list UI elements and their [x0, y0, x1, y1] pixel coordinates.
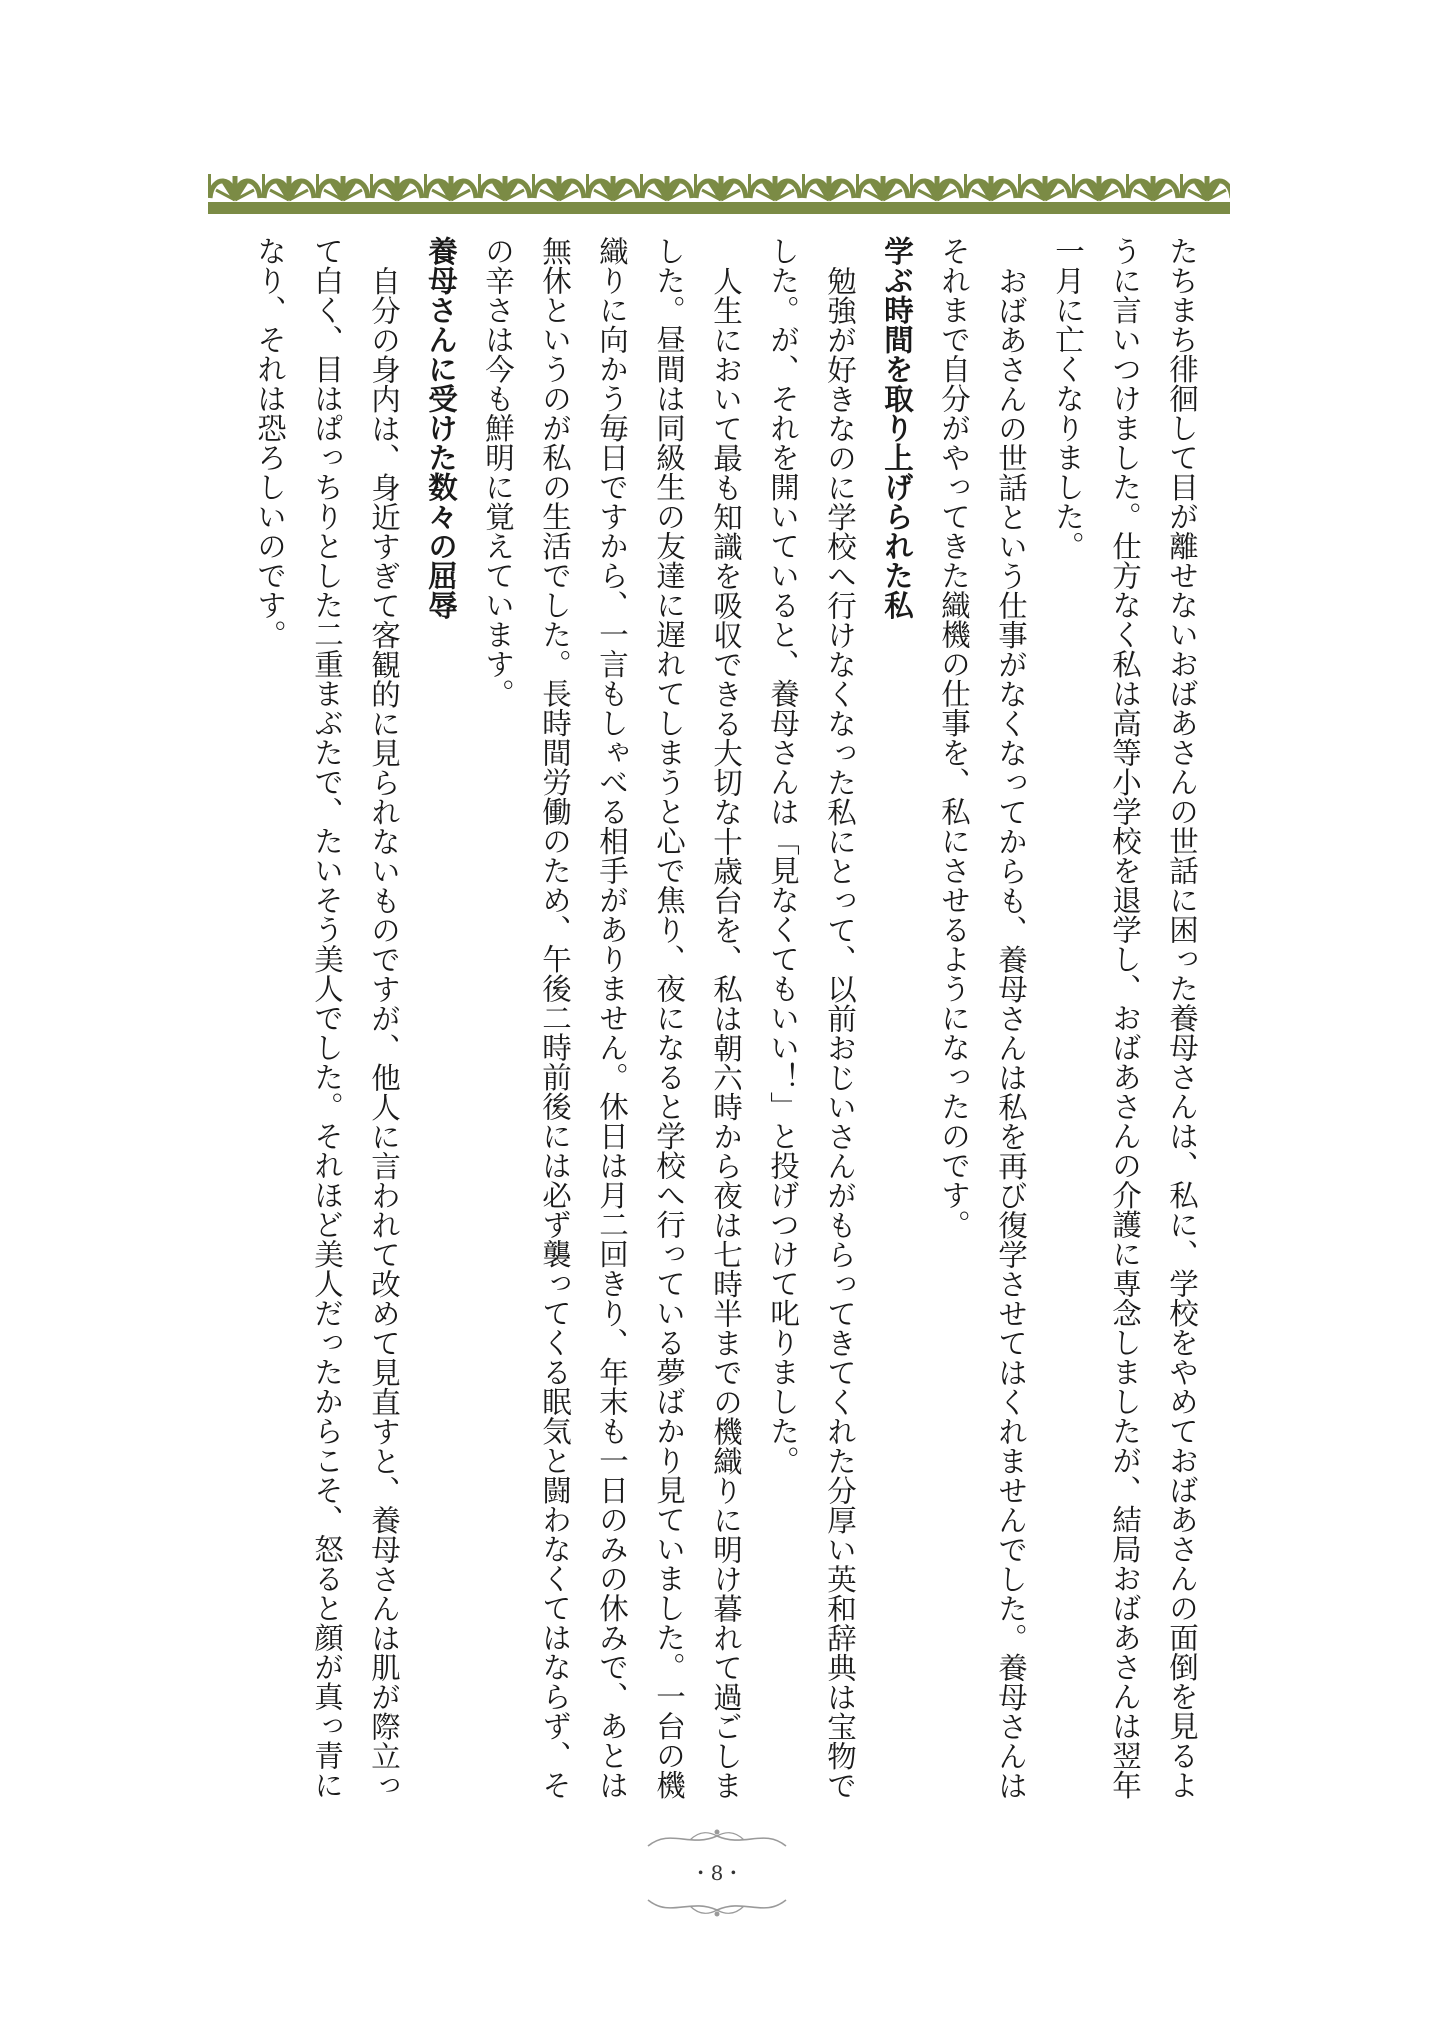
paragraph: 勉強が好きなのに学校へ行けなくなった私にとって、以前おじいさんがもらってきてくれた分厚い英和辞典は宝物でした。が、それを開いていると、養母さんは「見なくてもいい！」と投げつけて叱りました。: [766, 236, 857, 1800]
page-folio: [640, 1826, 794, 1924]
vertical-body-text: [250, 236, 1210, 1801]
paragraph: たちまち徘徊して目が離せないおばあさんの世話に困った養母さんは、私に、学校をやめておばあさんの面倒を見るように言いつけました。仕方なく私は高等小学校を退学し、おばあさんの介護に専念しましたが、結局おばあさんは翌年一月に亡くなりました。: [1051, 236, 1199, 1800]
section-heading: 学ぶ時間を取り上げられた私: [880, 236, 914, 620]
paragraph: 人生において最も知識を吸収できる大切な十歳台を、私は朝六時から夜は七時半までの機織りに明け暮れて過ごしました。昼間は同級生の友達に遅れてしまうと心で焦り、夜になると学校へ行っている夢ばかり見ていました。一台の機織りに向かう毎日ですから、一言もしゃべる相手がありません。休日は月二回きり、年末も一日のみの休みで、あとは無休というのが私の生活でした。長時間労働のため、午後二時前後には必ず襲ってくる眠気と闘わなくてはならず、その辛さは今も鮮明に覚えています。: [481, 236, 743, 1800]
folio-ornament-bottom: [640, 1894, 794, 1920]
page-number: ・8・: [690, 1861, 744, 1885]
folio-ornament-top: [640, 1826, 794, 1852]
decorative-border: [208, 164, 1230, 216]
paragraph: 自分の身内は、身近すぎて客観的に見られないものですが、他人に言われて改めて見直すと、養母さんは肌が際立って白く、目はぱっちりとした二重まぶたで、たいそう美人でした。それほど美人だったからこそ、怒ると顔が真っ青になり、それは恐ろしいのです。: [253, 236, 401, 1800]
paragraph: おばあさんの世話という仕事がなくなってからも、養母さんは私を再び復学させてはくれませんでした。養母さんはそれまで自分がやってきた織機の仕事を、私にさせるようになったのです。: [937, 236, 1028, 1800]
section-heading: 養母さんに受けた数々の屈辱: [424, 236, 458, 620]
